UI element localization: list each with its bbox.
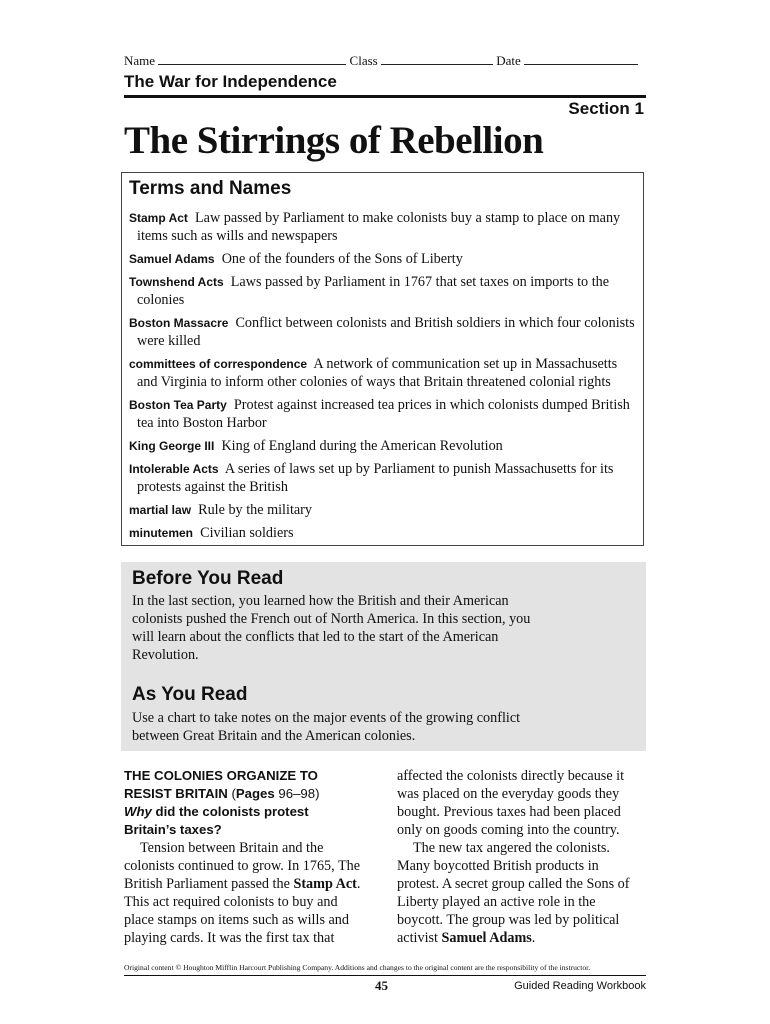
term-item: [129, 314, 639, 350]
before-you-read-line: In the last section, you learned how the British and their American: [132, 593, 509, 609]
term-definition: Protest against increased tea prices in which colonists dumped British tea into Boston Harbor: [137, 397, 630, 431]
body-line: bought. Previous taxes had been placed: [397, 804, 621, 820]
body-line: This act required colonists to buy and: [124, 894, 338, 910]
section-question: [124, 803, 374, 821]
body-line: [124, 875, 374, 893]
section-heading: [124, 785, 374, 803]
section-label: Section 1: [568, 99, 644, 118]
term-item: [129, 250, 639, 268]
date-blank: [524, 52, 638, 65]
before-you-read-line: will learn about the conflicts that led to the start of the American: [132, 629, 499, 645]
class-label: Class: [349, 53, 378, 68]
footer-rule: [124, 975, 646, 976]
before-you-read-line: colonists pushed the French out of North America. In this section, you: [132, 611, 531, 627]
term-name: Stamp Act: [129, 211, 188, 225]
term-item: [129, 396, 639, 432]
term-item: [129, 501, 639, 519]
page-title: The Stirrings of Rebellion: [124, 119, 544, 162]
term-definition: A network of communication set up in Massachusetts and Virginia to inform other colonies of ways that Britain threatened colonial rights: [137, 356, 618, 390]
pages-range: 96–98): [278, 786, 320, 801]
question-text: Britain’s taxes?: [124, 822, 222, 837]
term-definition: King of England during the American Revolution: [221, 438, 503, 454]
pages-open: (: [231, 786, 236, 801]
term-name: Boston Massacre: [129, 316, 229, 330]
before-you-read-line: Revolution.: [132, 647, 199, 663]
term-definition: Laws passed by Parliament in 1767 that set taxes on imports to the colonies: [137, 274, 610, 308]
section-question: [124, 821, 374, 839]
term-definition: Civilian soldiers: [200, 525, 294, 541]
term-item: [129, 273, 639, 309]
term-item: [129, 355, 639, 391]
term-definition: Conflict between colonists and British soldiers in which four colonists were killed: [137, 315, 635, 349]
body-line: protest. A secret group called the Sons of: [397, 876, 630, 892]
body-line: boycott. The group was led by political: [397, 912, 620, 928]
section-heading: [124, 767, 374, 785]
name-blank: [158, 52, 346, 65]
student-info-line: [124, 52, 644, 69]
term-name: martial law: [129, 503, 192, 517]
body-line: colonists continued to grow. In 1765, The: [124, 858, 361, 874]
term-definition: Law passed by Parliament to make colonists buy a stamp to place on many items such as wills and newspapers: [137, 210, 621, 244]
date-label: Date: [496, 53, 521, 68]
body-line: Many boycotted British products in: [397, 858, 599, 874]
term-definition: Rule by the military: [198, 502, 312, 518]
term-name: King George III: [129, 439, 215, 453]
term-item: [129, 209, 639, 245]
section-heading-line: RESIST BRITAIN: [124, 786, 228, 801]
reading-intro-box: [121, 562, 646, 751]
page-number: 45: [375, 978, 388, 993]
term-definition: A series of laws set up by Parliament to punish Massachusetts for its protests against the British: [137, 461, 614, 495]
body-line: place stamps on items such as wills and: [124, 912, 349, 928]
question-why: Why: [124, 804, 152, 819]
left-column: [124, 767, 374, 947]
body-line: Liberty played an active role in the: [397, 894, 596, 910]
terms-and-names-box: [121, 172, 644, 546]
pages-label: Pages: [235, 786, 275, 801]
section-heading-line: THE COLONIES ORGANIZE TO: [124, 768, 318, 783]
terms-heading: Terms and Names: [129, 178, 292, 199]
term-highlight: Samuel Adams: [441, 930, 532, 946]
body-line: only on goods coming into the country.: [397, 822, 620, 838]
body-line: [397, 929, 647, 947]
header-rule: [124, 95, 646, 98]
workbook-label: Guided Reading Workbook: [514, 980, 646, 992]
term-name: Townshend Acts: [129, 275, 224, 289]
body-line: playing cards. It was the first tax that: [124, 930, 335, 946]
term-item: [129, 460, 639, 496]
question-text: did the colonists protest: [151, 804, 309, 819]
term-name: Intolerable Acts: [129, 462, 219, 476]
as-you-read-line: between Great Britain and the American colonies.: [132, 728, 416, 744]
body-line: was placed on the everyday goods they: [397, 786, 620, 802]
body-line: Tension between Britain and the: [140, 840, 324, 856]
term-name: minutemen: [129, 526, 194, 540]
term-name: committees of correspondence: [129, 357, 308, 371]
term-name: Boston Tea Party: [129, 398, 227, 412]
pages-ref: [231, 786, 319, 801]
body-text: .: [531, 930, 536, 946]
class-blank: [381, 52, 493, 65]
unit-title: The War for Independence: [124, 72, 337, 91]
term-item: [129, 437, 639, 455]
copyright-note: Original content © Houghton Mifflin Harcourt Publishing Company. Additions and changes to the original content are the responsibility of the instructor.: [124, 963, 591, 972]
term-definition: One of the founders of the Sons of Liberty: [221, 251, 463, 267]
as-you-read-line: Use a chart to take notes on the major events of the growing conflict: [132, 710, 521, 726]
as-you-read-heading: As You Read: [132, 684, 248, 705]
term-name: Samuel Adams: [129, 252, 215, 266]
body-text: British Parliament passed the: [124, 876, 294, 892]
right-column: [397, 767, 647, 947]
terms-list: [129, 209, 639, 547]
body-line: The new tax angered the colonists.: [413, 840, 610, 856]
body-line: affected the colonists directly because it: [397, 768, 625, 784]
term-item: [129, 524, 639, 542]
body-text: .: [356, 876, 361, 892]
term-highlight: Stamp Act: [293, 876, 357, 892]
name-label: Name: [124, 53, 156, 68]
before-you-read-heading: Before You Read: [132, 568, 284, 589]
body-text: activist: [397, 930, 442, 946]
